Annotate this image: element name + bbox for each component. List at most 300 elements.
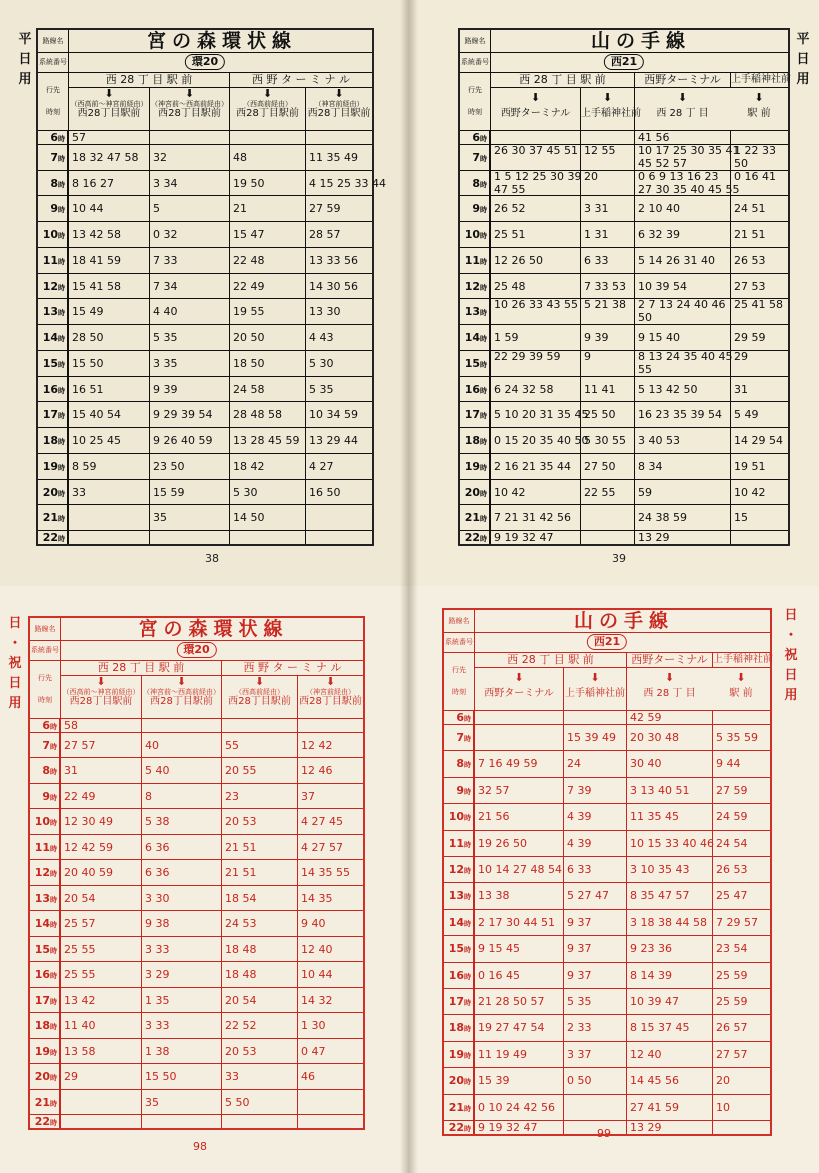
- hour-number: 8: [42, 764, 50, 778]
- timetable: [458, 28, 790, 546]
- destination-group: [634, 72, 730, 88]
- departure-minutes: 20 54: [60, 886, 141, 910]
- destination-group: [229, 72, 372, 88]
- departure-minutes: 6 24 32 58: [490, 377, 580, 402]
- hour-label: [30, 733, 60, 757]
- departure-minutes: 15 40 54: [68, 402, 149, 427]
- departure-minutes: 42 59: [626, 711, 712, 724]
- hour-number: 10: [464, 228, 480, 242]
- departure-minutes: [580, 531, 634, 544]
- hour-suffix: 時: [464, 999, 471, 1007]
- route-badge: 西21: [604, 54, 644, 70]
- departure-minutes: 2 16 21 35 44: [490, 454, 580, 479]
- hour-label: [38, 131, 68, 144]
- departure-minutes: 35: [149, 505, 229, 530]
- departure-minutes: 3 34: [149, 171, 229, 196]
- hour-row: [30, 987, 363, 1012]
- hour-row: [38, 273, 372, 299]
- hour-label: [30, 937, 60, 961]
- route-number-row: [444, 632, 770, 653]
- departure-minutes: 22 55: [580, 480, 634, 505]
- hour-label: [30, 988, 60, 1012]
- departure-minutes: 15 39 49: [563, 725, 626, 750]
- departure-minutes: 40: [141, 733, 221, 757]
- hour-number: 7: [472, 151, 480, 164]
- departure-minutes: 25 51: [490, 222, 580, 247]
- departure-minutes: 7 29 57: [712, 910, 770, 935]
- departure-minutes: 41 56: [634, 131, 730, 144]
- down-arrow-icon: ⬇: [514, 671, 524, 684]
- hour-label: [444, 831, 474, 856]
- departure-minutes: 10 39 54: [634, 274, 730, 299]
- departure-minutes: 10 42: [730, 480, 788, 505]
- destination-group: [60, 660, 221, 676]
- sub-destination: 上手稲神社前: [581, 108, 641, 119]
- day-type-char: 用: [784, 688, 798, 703]
- departure-minutes: 33: [221, 1064, 297, 1088]
- departure-minutes: [297, 1115, 363, 1128]
- hour-suffix: 時: [464, 919, 471, 928]
- hour-number: 14: [34, 917, 50, 931]
- departure-minutes: 7 33: [149, 248, 229, 273]
- day-type-label: [18, 30, 32, 90]
- departure-minutes: 4 39: [563, 831, 626, 856]
- via-note: （西高前〜神宮前経由）: [70, 100, 148, 108]
- sub-route-header: [563, 668, 626, 710]
- hour-label: [444, 857, 474, 882]
- hour-label: [444, 778, 474, 803]
- line-name-label: 路線名: [38, 30, 69, 52]
- hour-label: [30, 1064, 60, 1088]
- departure-minutes: 7 34: [149, 274, 229, 299]
- departure-minutes: 3 33: [141, 937, 221, 961]
- departure-minutes: 29: [60, 1064, 141, 1088]
- hour-label: [444, 1042, 474, 1067]
- destination-name: 上手稲神社前: [713, 654, 773, 665]
- hour-suffix: 時: [480, 360, 487, 369]
- departure-minutes: 25 55: [60, 937, 141, 961]
- hour-row: [460, 273, 788, 299]
- hour-number: 7: [50, 151, 58, 164]
- hour-number: 9: [42, 789, 50, 803]
- hour-number: 15: [42, 356, 58, 370]
- destination-header: [38, 72, 372, 131]
- hour-number: 22: [42, 531, 58, 544]
- departure-minutes: 9 39: [580, 325, 634, 350]
- day-type-char: 祝: [784, 648, 798, 663]
- hour-number: 7: [456, 731, 464, 744]
- day-type-label: [796, 30, 810, 90]
- departure-minutes: 0 10 24 42 56: [474, 1095, 563, 1120]
- departure-minutes: [141, 719, 221, 732]
- hour-suffix: 時: [58, 257, 65, 266]
- departure-minutes: [305, 131, 372, 144]
- hour-suffix: 時: [480, 412, 487, 421]
- departure-minutes: 28 50: [68, 325, 149, 350]
- hour-label: [444, 989, 474, 1014]
- down-arrow-icon: ⬇: [736, 671, 746, 684]
- departure-minutes: 11 35 45: [626, 804, 712, 829]
- departure-minutes: 20: [712, 1068, 770, 1093]
- hour-suffix: 時: [58, 463, 65, 472]
- sub-route-header: [490, 88, 580, 130]
- departure-minutes: 3 37: [563, 1042, 626, 1067]
- departure-minutes: 9: [580, 351, 634, 376]
- hour-label: [38, 222, 68, 247]
- hour-suffix: 時: [58, 335, 65, 344]
- departure-minutes: 0 15 20 35 40 50: [490, 428, 580, 453]
- departure-minutes: 7 33 53: [580, 274, 634, 299]
- hour-number: 18: [42, 434, 58, 448]
- departure-minutes: 1 59: [490, 325, 580, 350]
- sub-route-header: [712, 668, 770, 710]
- hour-label: [460, 196, 490, 221]
- departure-minutes: 18 48: [221, 937, 297, 961]
- sub-route-header: [626, 668, 712, 710]
- departure-minutes: 10 26 33 43 55: [490, 299, 580, 324]
- destination-header: [30, 660, 363, 719]
- hour-row: [38, 350, 372, 376]
- hour-label: [460, 454, 490, 479]
- hour-suffix: 時: [480, 155, 487, 163]
- destination-name: 西 野 タ ー ミ ナ ル: [252, 73, 350, 86]
- hour-suffix: 時: [464, 814, 471, 823]
- hour-number: 14: [42, 331, 58, 345]
- departure-minutes: 1 5 12 25 30 39 47 55: [490, 171, 580, 196]
- departure-minutes: [297, 719, 363, 732]
- departure-minutes: 13 29: [634, 531, 730, 544]
- hour-label: [30, 835, 60, 859]
- departure-minutes: 13 38: [474, 883, 563, 908]
- hour-label: [30, 1090, 60, 1114]
- departure-minutes: 5 49: [730, 402, 788, 427]
- departure-minutes: 28 48 58: [229, 402, 305, 427]
- page-number: 98: [193, 1140, 207, 1153]
- departure-minutes: 26 30 37 45 51: [490, 145, 580, 170]
- hour-number: 9: [456, 783, 464, 797]
- departure-minutes: 57: [68, 131, 149, 144]
- hour-label: [444, 963, 474, 988]
- hour-number: 10: [448, 810, 464, 824]
- line-title: 宮の森環状線: [146, 30, 297, 52]
- departure-minutes: 13 42 58: [68, 222, 149, 247]
- hour-number: 11: [42, 253, 58, 267]
- departure-minutes: 21 51: [730, 222, 788, 247]
- departure-minutes: 32: [149, 145, 229, 170]
- hour-number: 20: [34, 1070, 50, 1084]
- hour-number: 18: [464, 434, 480, 448]
- departure-minutes: [221, 1115, 297, 1128]
- hour-suffix: 時: [50, 946, 57, 955]
- hour-row: [460, 350, 788, 376]
- via-note: （西高前経由）: [235, 688, 284, 696]
- sub-route-header: [580, 88, 641, 130]
- sub-route-header: [474, 668, 563, 710]
- hour-suffix: 時: [464, 972, 471, 981]
- departure-minutes: 18 48: [221, 962, 297, 986]
- departure-minutes: 48: [229, 145, 305, 170]
- hour-number: 13: [448, 889, 464, 903]
- hour-label: [444, 751, 474, 776]
- hour-number: 12: [464, 279, 480, 293]
- sub-route-header: [634, 88, 730, 130]
- hour-number: 17: [34, 993, 50, 1007]
- hour-number: 18: [34, 1019, 50, 1033]
- hour-number: 11: [448, 836, 464, 850]
- hour-row: [460, 504, 788, 530]
- hour-label: [444, 711, 474, 724]
- dest-label: 行先: [38, 674, 52, 682]
- hour-row: [30, 732, 363, 757]
- hour-suffix: 時: [480, 257, 487, 266]
- departure-minutes: 5 40: [141, 758, 221, 782]
- hour-suffix: 時: [50, 793, 57, 802]
- departure-minutes: 22 52: [221, 1013, 297, 1037]
- hour-row: [30, 1038, 363, 1063]
- line-name-label: 路線名: [460, 30, 491, 52]
- departure-minutes: 5 35: [305, 377, 372, 402]
- departure-minutes: 9 37: [563, 963, 626, 988]
- hour-number: 14: [464, 331, 480, 345]
- sub-destination: 西28丁目駅前: [77, 108, 141, 119]
- day-type-char: 平: [18, 32, 32, 47]
- hour-row: [30, 936, 363, 961]
- departure-minutes: [712, 711, 770, 724]
- departure-minutes: 5 30 55: [580, 428, 634, 453]
- departure-minutes: 15 59: [149, 480, 229, 505]
- hour-label: [460, 480, 490, 505]
- hour-label: [30, 886, 60, 910]
- hour-number: 7: [42, 739, 50, 752]
- departure-minutes: 5 13 42 50: [634, 377, 730, 402]
- hour-label: [444, 1121, 474, 1134]
- timetable: [442, 608, 772, 1136]
- departure-minutes: 18 50: [229, 351, 305, 376]
- destination-group: [730, 72, 791, 88]
- departure-minutes: 5 38: [141, 809, 221, 833]
- departure-minutes: [297, 1090, 363, 1114]
- departure-minutes: 4 27: [305, 454, 372, 479]
- departure-minutes: 13 58: [60, 1039, 141, 1063]
- departure-minutes: 1 31: [580, 222, 634, 247]
- hour-label: [38, 274, 68, 299]
- hour-row: [30, 808, 363, 833]
- departure-minutes: [490, 131, 580, 144]
- hour-number: 11: [464, 253, 480, 267]
- hour-suffix: 時: [464, 1104, 471, 1113]
- departure-minutes: 58: [60, 719, 141, 732]
- departure-minutes: 23: [221, 784, 297, 808]
- day-type-char: 祝: [8, 656, 22, 671]
- departure-minutes: 13 30: [305, 299, 372, 324]
- departure-minutes: 3 31: [580, 196, 634, 221]
- departure-minutes: 23 50: [149, 454, 229, 479]
- hour-row: [460, 453, 788, 479]
- hour-number: 6: [456, 711, 464, 724]
- departure-minutes: 23 54: [712, 936, 770, 961]
- hour-number: 16: [34, 968, 50, 982]
- hour-number: 19: [42, 459, 58, 473]
- departure-minutes: 16 23 35 39 54: [634, 402, 730, 427]
- departure-minutes: 4 27 45: [297, 809, 363, 833]
- hour-suffix: 時: [50, 768, 57, 777]
- departure-minutes: [580, 131, 634, 144]
- hour-label: [38, 325, 68, 350]
- hour-label: [30, 809, 60, 833]
- hour-row: [460, 195, 788, 221]
- hour-row: [30, 783, 363, 808]
- hour-label: [460, 351, 490, 376]
- line-name-row: [460, 30, 788, 53]
- departure-minutes: 25 41 58: [730, 299, 788, 324]
- departure-minutes: 4 39: [563, 804, 626, 829]
- day-type-char: ・: [8, 636, 22, 651]
- hour-row: [38, 427, 372, 453]
- line-name-label: 路線名: [444, 610, 475, 632]
- departure-minutes: 9 37: [563, 910, 626, 935]
- hour-suffix: 時: [58, 155, 65, 163]
- hour-suffix: 時: [50, 819, 57, 828]
- day-type-char: 日: [784, 608, 798, 623]
- hour-label: [38, 377, 68, 402]
- hour-suffix: 時: [58, 180, 65, 189]
- hour-number: 17: [464, 408, 480, 422]
- hour-number: 17: [448, 995, 464, 1008]
- sub-destination: 西 28 丁 目: [656, 108, 709, 119]
- hour-row: [30, 1114, 363, 1128]
- departure-minutes: 3 30: [141, 886, 221, 910]
- hour-row: [444, 750, 770, 776]
- hour-row: [444, 1041, 770, 1067]
- hour-row: [38, 195, 372, 221]
- departure-minutes: 11 19 49: [474, 1042, 563, 1067]
- hour-suffix: 時: [480, 206, 487, 215]
- departure-minutes: 26 52: [490, 196, 580, 221]
- time-label: 時刻: [38, 696, 52, 704]
- hour-number: 18: [448, 1021, 464, 1035]
- line-title: 宮の森環状線: [138, 618, 289, 640]
- hour-row: [444, 1120, 770, 1134]
- hour-number: 21: [464, 511, 480, 525]
- departure-minutes: 10: [712, 1095, 770, 1120]
- dest-time-label: [38, 72, 69, 130]
- departure-minutes: 12 40: [626, 1042, 712, 1067]
- departure-minutes: 24 59: [712, 804, 770, 829]
- day-type-char: ・: [784, 628, 798, 643]
- hour-label: [38, 428, 68, 453]
- hour-row: [30, 718, 363, 732]
- hour-number: 16: [448, 968, 464, 982]
- hour-label: [444, 1068, 474, 1093]
- hour-row: [30, 1089, 363, 1114]
- hour-number: 22: [34, 1115, 50, 1128]
- hour-row: [38, 130, 372, 144]
- hour-number: 19: [34, 1044, 50, 1058]
- hour-number: 19: [464, 459, 480, 473]
- sub-route-header: [68, 88, 149, 130]
- departure-minutes: [305, 505, 372, 530]
- hour-suffix: 時: [480, 232, 487, 241]
- departure-minutes: 10 14 27 48 54: [474, 857, 563, 882]
- hour-number: 17: [42, 408, 58, 422]
- hour-label: [460, 274, 490, 299]
- down-arrow-icon: ⬇: [184, 87, 195, 100]
- hour-number: 15: [464, 356, 480, 370]
- hour-row: [444, 988, 770, 1014]
- down-arrow-icon: ⬇: [262, 87, 273, 100]
- hour-suffix: 時: [464, 787, 471, 796]
- departure-minutes: 11 35 49: [305, 145, 372, 170]
- hour-label: [38, 351, 68, 376]
- departure-minutes: [68, 505, 149, 530]
- hour-row: [444, 1014, 770, 1040]
- line-name-row: [444, 610, 770, 633]
- sub-route-header: [221, 676, 297, 718]
- departure-minutes: 29 59: [730, 325, 788, 350]
- hour-row: [38, 376, 372, 402]
- hour-label: [38, 480, 68, 505]
- departure-minutes: 6 36: [141, 860, 221, 884]
- hour-row: [30, 834, 363, 859]
- hour-suffix: 時: [50, 743, 57, 751]
- hour-suffix: 時: [480, 535, 487, 543]
- hour-suffix: 時: [58, 386, 65, 395]
- hour-number: 22: [448, 1121, 464, 1134]
- departure-minutes: 31: [60, 758, 141, 782]
- destination-group: [490, 72, 634, 88]
- departure-minutes: 1 35: [141, 988, 221, 1012]
- departure-minutes: 21 56: [474, 804, 563, 829]
- hour-label: [460, 299, 490, 324]
- departure-minutes: 25 59: [712, 963, 770, 988]
- down-arrow-icon: ⬇: [590, 671, 600, 684]
- hour-number: 13: [34, 891, 50, 905]
- departure-minutes: 22 49: [229, 274, 305, 299]
- hour-number: 9: [472, 202, 480, 216]
- hour-label: [460, 222, 490, 247]
- departure-minutes: 15 39: [474, 1068, 563, 1093]
- hour-number: 14: [448, 915, 464, 929]
- page-number: 39: [612, 552, 626, 565]
- hour-suffix: 時: [480, 335, 487, 344]
- hour-suffix: 時: [480, 309, 487, 318]
- departure-minutes: 22 29 39 59: [490, 351, 580, 376]
- departure-minutes: 0 6 9 13 16 23 27 30 35 40 45 55: [634, 171, 730, 196]
- destination-group: [712, 652, 773, 668]
- departure-minutes: 11 41: [580, 377, 634, 402]
- dest-label: 行先: [468, 86, 482, 94]
- departure-minutes: 19 26 50: [474, 831, 563, 856]
- hour-suffix: 時: [464, 761, 471, 770]
- departure-minutes: [149, 131, 229, 144]
- hour-suffix: 時: [58, 515, 65, 524]
- departure-minutes: 5 27 47: [563, 883, 626, 908]
- hour-label: [38, 196, 68, 221]
- departure-minutes: 5 35: [563, 989, 626, 1014]
- hour-label: [30, 784, 60, 808]
- departure-minutes: 18 54: [221, 886, 297, 910]
- departure-minutes: 59: [634, 480, 730, 505]
- departure-minutes: 13 29: [626, 1121, 712, 1134]
- departure-minutes: 10 44: [68, 196, 149, 221]
- hour-suffix: 時: [50, 972, 57, 981]
- sub-destination: 上手稲神社前: [565, 688, 625, 699]
- hour-suffix: 時: [480, 438, 487, 447]
- hour-number: 21: [34, 1095, 50, 1109]
- hour-suffix: 時: [464, 893, 471, 902]
- dest-time-label: [30, 660, 61, 718]
- destination-name: 西 28 丁 目 駅 前: [519, 73, 606, 86]
